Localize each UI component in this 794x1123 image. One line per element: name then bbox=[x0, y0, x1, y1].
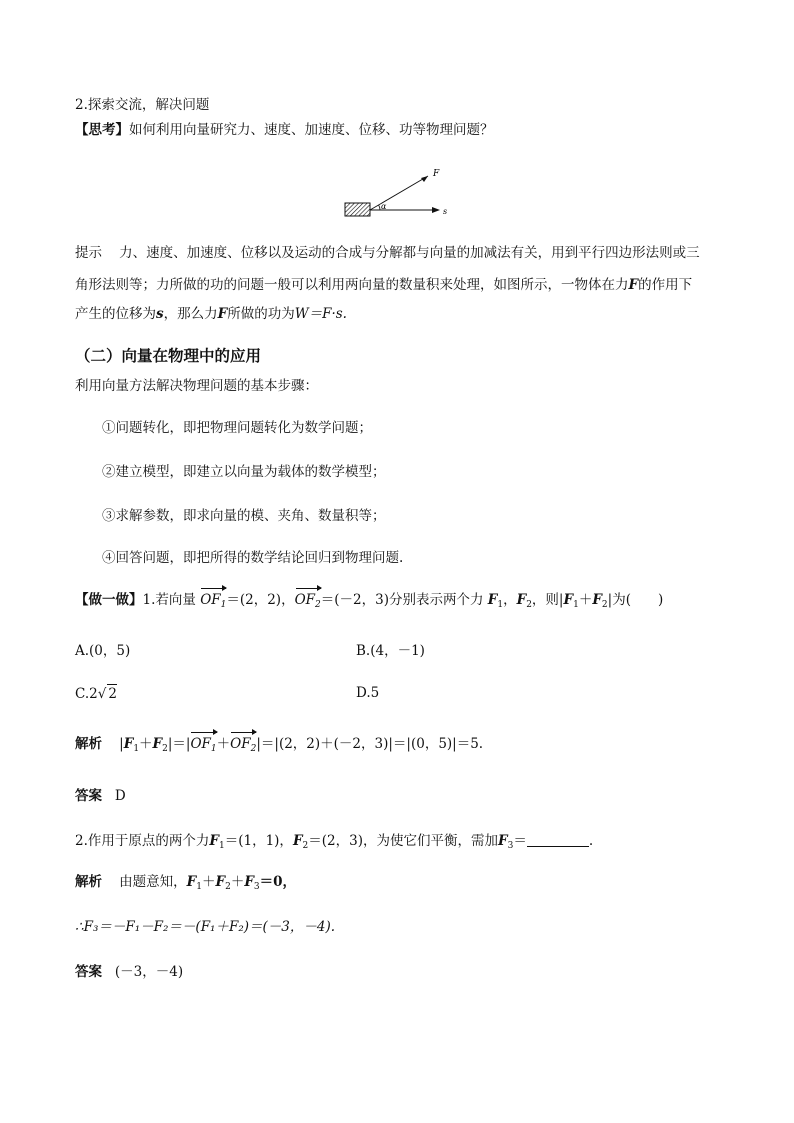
option-a: A.(0，5) bbox=[75, 643, 131, 659]
step-2: ②建立模型，即建立以向量为载体的数学模型； bbox=[102, 464, 386, 480]
angle-label: α bbox=[381, 202, 387, 211]
vector-of2: $OF_2$ bbox=[295, 591, 321, 614]
intro-text: 利用向量方法解决物理问题的基本步骤： bbox=[75, 378, 318, 394]
option-c: C.2√ 2 bbox=[75, 686, 117, 702]
step-4: ④回答问题，即把所得的数学结论回归到物理问题. bbox=[102, 550, 404, 566]
think-text: 如何利用向量研究力、速度、加速度、位移、功等物理问题？ bbox=[129, 122, 494, 138]
section-heading: 2.探索交流，解决问题 bbox=[75, 97, 210, 113]
answer-2: 答案 (－3，－4) bbox=[75, 964, 184, 980]
therefore-line: ∴F₃＝－F₁－F₂＝－(F₁＋F₂)＝(－3，－4). bbox=[75, 919, 336, 935]
analysis-1: 解析 $|F_1+F_2|=|OF_1+OF_2|=|(2$，2)＋(－2，3)|＝|(0，5)|＝5. bbox=[75, 735, 483, 758]
block-object bbox=[345, 203, 370, 216]
analysis-label: 解析 bbox=[75, 736, 102, 752]
force-arrow bbox=[370, 176, 428, 210]
step-1: ①问题转化，即把物理问题转化为数学问题； bbox=[102, 420, 372, 436]
hint-line-2: 角形法则等；力所做的功的问题一般可以利用两向量的数量积来处理，如图所示，一物体在力F的作用下 bbox=[75, 277, 693, 293]
force-label: F bbox=[433, 169, 440, 179]
subheading: （二）向量在物理中的应用 bbox=[75, 347, 262, 365]
answer-label: 答案 bbox=[75, 788, 102, 804]
think-tag: 【思考】 bbox=[75, 122, 129, 138]
try-tag: 【做一做】 bbox=[75, 592, 143, 608]
question-2: 2.作用于原点的两个力$F_1=(1$，1)，$F_2=(2$，3)，为使它们平衡，需加$F_3=$ . bbox=[75, 833, 594, 851]
option-b: B.(4，－1) bbox=[356, 643, 425, 659]
hint-line-3: 产生的位移为s，那么力F所做的功为W＝F·s. bbox=[75, 306, 347, 322]
question-1: 【做一做】1.若向量 $OF_1=(2$，2)，$OF_2=(-2$，3)分别表示两个力 $F_1$，$F_2$，则$|F_1+F_2|$为( ) bbox=[75, 591, 663, 614]
think-question bbox=[75, 121, 494, 139]
option-d: D.5 bbox=[356, 685, 380, 701]
answer-1: 答案 D bbox=[75, 788, 126, 804]
hint-line-1: 提示 力、速度、加速度、位移以及运动的合成与分解都与向量的加减法有关，用到平行四边形法则或三 bbox=[75, 245, 700, 261]
step-3: ③求解参数，即求向量的模、夹角、数量积等； bbox=[102, 508, 386, 524]
analysis-2: 解析 由题意知，$F_1+F_2+F_3=0$， bbox=[75, 874, 297, 892]
force-diagram bbox=[340, 162, 460, 222]
answer-blank[interactable] bbox=[527, 833, 589, 847]
hint-label: 提示 bbox=[75, 245, 102, 261]
vector-of1: $OF_1$ bbox=[200, 591, 226, 614]
displacement-label: s bbox=[443, 207, 448, 216]
